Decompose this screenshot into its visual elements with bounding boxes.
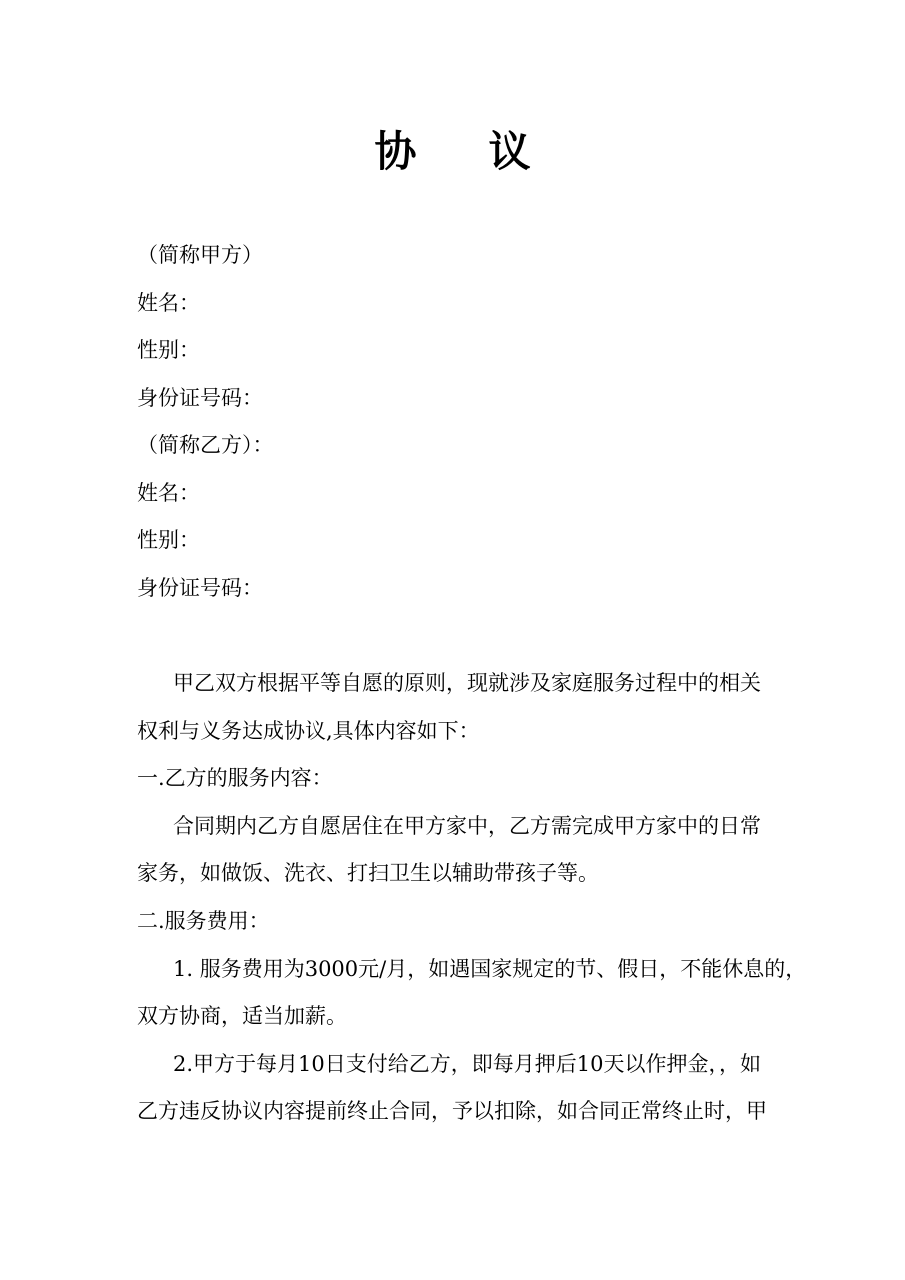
party-b-id-label: 身份证号码： [137,576,263,600]
section-2-item-2-line-2: 乙方违反协议内容提前终止合同，予以扣除，如合同正常终止时，甲 [137,1099,767,1123]
intro-line-2: 权利与义务达成协议,具体内容如下： [137,719,480,743]
title-char-2: 议 [488,127,531,176]
party-b-name-label: 姓名： [137,481,200,505]
party-a-heading: （简称甲方） [137,243,263,267]
party-a-name-label: 姓名： [137,291,200,315]
party-a-id-label: 身份证号码： [137,386,263,410]
document-title [0,122,905,182]
section-1-heading: 一.乙方的服务内容： [137,766,333,790]
section-2-item-1-line-2: 双方协商，适当加薪。 [137,1004,347,1028]
section-2-item-2-line-1: 2.甲方于每月10日支付给乙方，即每月押后10天以作押金，，如 [173,1052,761,1076]
section-2-heading: 二.服务费用： [137,909,270,933]
intro-line-1: 甲乙双方根据平等自愿的原则，现就涉及家庭服务过程中的相关 [173,671,761,695]
section-1-line-2: 家务，如做饭、洗衣、打扫卫生以辅助带孩子等。 [137,861,599,885]
section-2-item-1-line-1: 1. 服务费用为3000元/月，如遇国家规定的节、假日，不能休息的， [173,957,807,981]
title-char-1: 协 [374,127,417,176]
party-a-gender-label: 性别： [137,338,200,362]
party-b-gender-label: 性别： [137,528,200,552]
section-1-line-1: 合同期内乙方自愿居住在甲方家中，乙方需完成甲方家中的日常 [173,814,761,838]
party-b-heading: （简称乙方）： [137,433,274,457]
